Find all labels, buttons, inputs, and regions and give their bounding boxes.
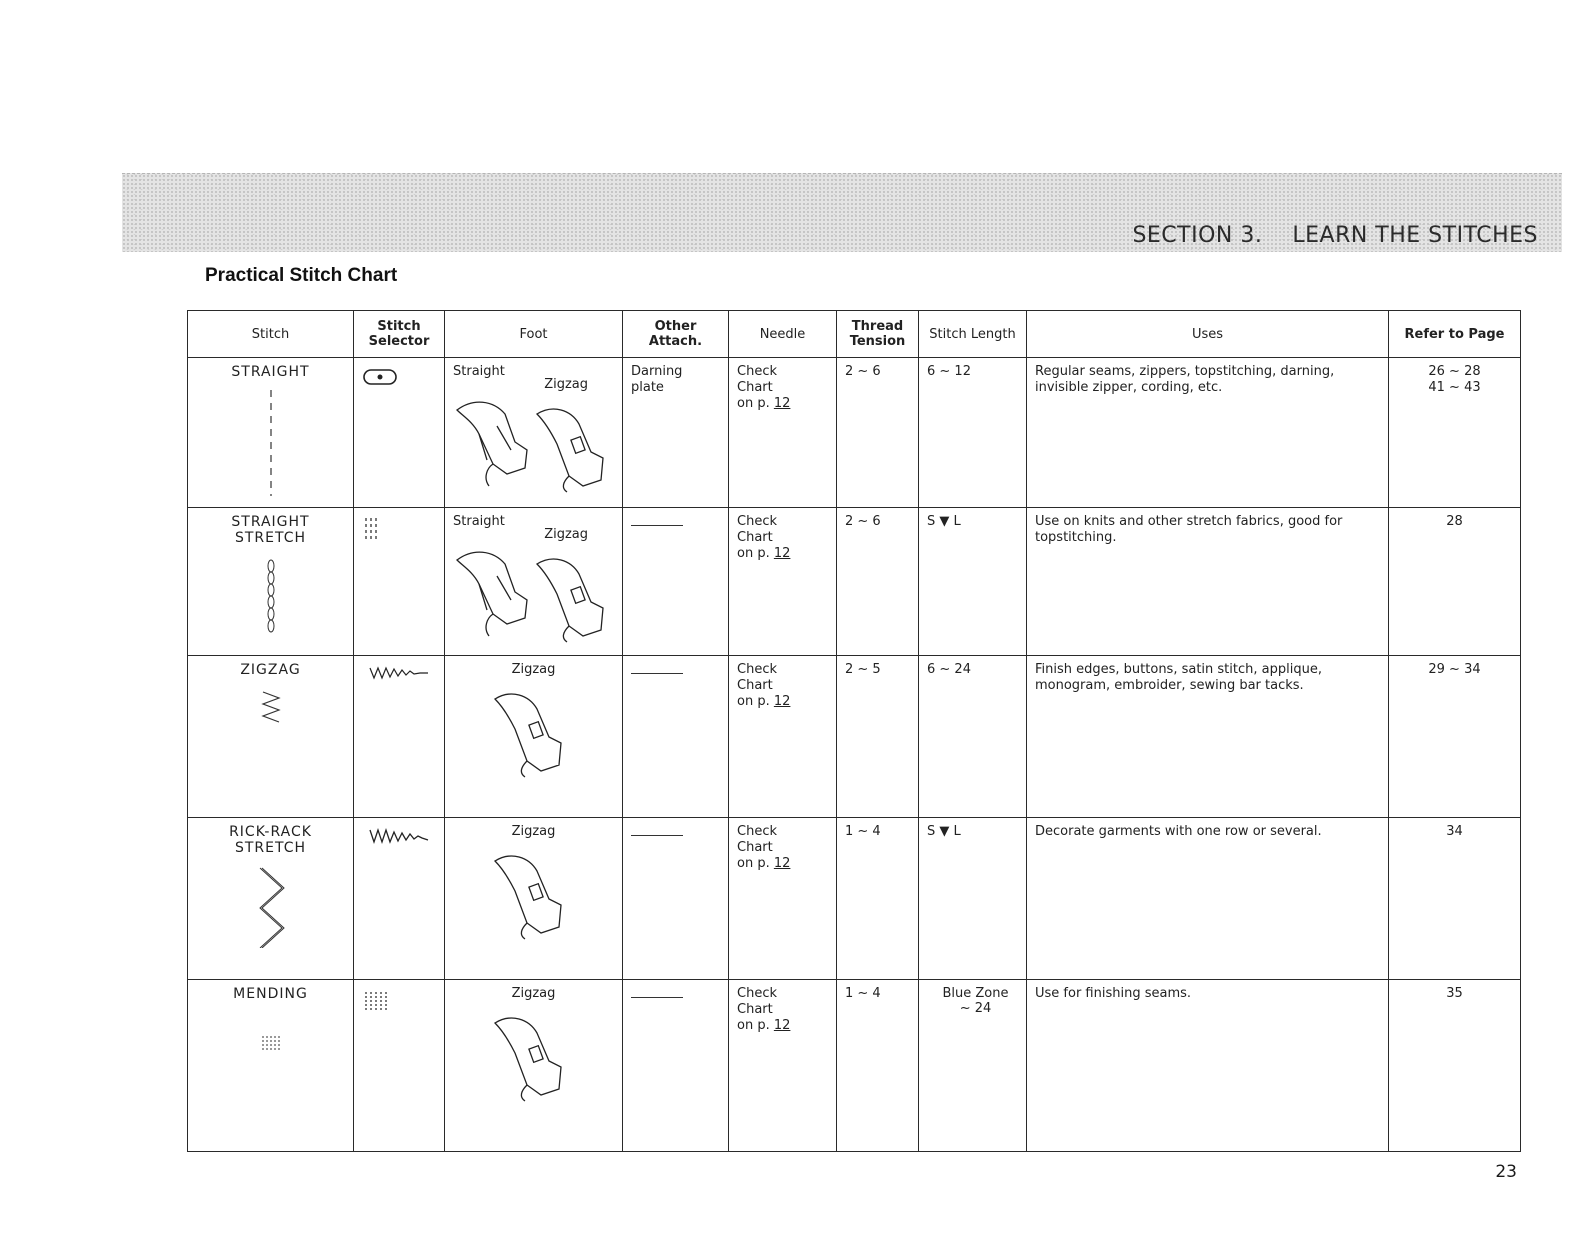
foot-cell <box>445 507 623 655</box>
stitch-length-cell: 6 ~ 24 <box>919 655 1027 817</box>
selector-cell <box>354 358 445 508</box>
stitch-cell <box>188 507 354 655</box>
thread-tension-cell: 1 ~ 4 <box>837 979 919 1151</box>
page-ref: 34 <box>1446 823 1463 839</box>
col-header-stitch: Stitch <box>188 311 354 358</box>
empty-dash <box>631 673 683 674</box>
page-number: 23 <box>1495 1162 1517 1182</box>
chart-title: Practical Stitch Chart <box>205 265 398 286</box>
needle-text: on p. <box>737 545 770 561</box>
stitch-length-cell: S ▼ L <box>919 817 1027 979</box>
needle-text: Check <box>737 513 777 529</box>
needle-text: Check <box>737 985 777 1001</box>
col-header-foot: Foot <box>445 311 623 358</box>
foot-cell <box>445 358 623 508</box>
zigzag-foot-icon <box>489 679 579 779</box>
col-header-needle: Needle <box>729 311 837 358</box>
needle-text: Check <box>737 661 777 677</box>
selector-cell <box>354 507 445 655</box>
straight-stretch-selector-icon <box>362 514 436 544</box>
uses-cell: Use for finishing seams. <box>1027 979 1389 1151</box>
other-attach-cell <box>623 507 729 655</box>
needle-text: on p. <box>737 1017 770 1033</box>
needle-cell <box>729 655 837 817</box>
needle-page-ref: 12 <box>773 396 791 411</box>
needle-text: Chart <box>737 529 773 545</box>
zigzag-foot-icon <box>489 841 579 941</box>
foot-label: Straight <box>453 364 505 379</box>
stitch-cell <box>188 358 354 508</box>
needle-page-ref: 12 <box>773 1017 791 1033</box>
presser-foot-pair-icon <box>453 544 613 644</box>
needle-text: on p. <box>737 855 770 871</box>
foot-label: Zigzag <box>544 526 588 542</box>
col-header-page: Refer to Page <box>1389 311 1521 358</box>
zigzag-selector-icon <box>368 662 436 684</box>
page-ref-cell <box>1389 507 1521 655</box>
table-row <box>188 507 1521 655</box>
zigzag-pattern-icon <box>196 686 345 726</box>
straight-stretch-pattern-icon <box>196 554 345 634</box>
needle-text: Chart <box>737 677 773 693</box>
stitch-name: STRAIGHT <box>231 513 310 530</box>
thread-tension-cell: 2 ~ 5 <box>837 655 919 817</box>
selector-cell <box>354 655 445 817</box>
other-attach-cell <box>623 979 729 1151</box>
empty-dash <box>631 997 683 998</box>
page-ref: 28 <box>1446 513 1463 529</box>
thread-tension-cell: 2 ~ 6 <box>837 358 919 508</box>
foot-label: Zigzag <box>544 377 588 392</box>
needle-text: Chart <box>737 380 773 395</box>
empty-dash <box>631 835 683 836</box>
other-attach-cell <box>623 655 729 817</box>
rick-rack-selector-icon <box>368 824 436 850</box>
stitch-name: MENDING <box>233 985 308 1002</box>
page-ref-cell <box>1389 817 1521 979</box>
col-header-length: Stitch Length <box>919 311 1027 358</box>
other-attach-cell <box>623 358 729 508</box>
straight-selector-icon <box>362 364 436 390</box>
section-title <box>1132 223 1538 248</box>
table-row <box>188 358 1521 508</box>
needle-page-ref: 12 <box>773 693 791 709</box>
selector-cell <box>354 817 445 979</box>
needle-text: Check <box>737 364 777 379</box>
needle-text: Check <box>737 823 777 839</box>
foot-cell <box>445 655 623 817</box>
stitch-name: STRAIGHT <box>231 364 310 380</box>
stitch-name: ZIGZAG <box>240 661 301 678</box>
foot-cell <box>445 979 623 1151</box>
stitch-name: RICK-RACK <box>229 823 312 840</box>
section-name: LEARN THE STITCHES <box>1292 223 1538 248</box>
needle-text: on p. <box>737 396 770 411</box>
page-ref: 26 ~ 28 <box>1428 364 1481 379</box>
table-row <box>188 817 1521 979</box>
foot-label: Zigzag <box>511 823 556 839</box>
foot-label: Straight <box>453 513 505 529</box>
section-number: SECTION 3. <box>1132 223 1263 248</box>
foot-label: Zigzag <box>511 661 556 677</box>
section-header-band <box>122 173 1562 252</box>
stitch-name: STRETCH <box>234 529 307 546</box>
thread-tension-cell: 1 ~ 4 <box>837 817 919 979</box>
page-ref: 41 ~ 43 <box>1428 380 1481 395</box>
col-header-selector: Stitch Selector <box>354 311 445 358</box>
needle-text: on p. <box>737 693 770 709</box>
needle-text: Chart <box>737 1001 773 1017</box>
page-ref-cell <box>1389 655 1521 817</box>
straight-pattern-icon <box>196 388 345 498</box>
zigzag-foot-icon <box>489 1003 579 1103</box>
uses-cell: Regular seams, zippers, topstitching, darning, invisible zipper, cording, etc. <box>1027 358 1389 508</box>
stitch-name: STRETCH <box>234 839 307 856</box>
col-header-thread: Thread Tension <box>837 311 919 358</box>
mending-pattern-icon <box>196 1032 345 1056</box>
other-attach-cell <box>623 817 729 979</box>
uses-cell: Decorate garments with one row or several. <box>1027 817 1389 979</box>
stitch-cell <box>188 817 354 979</box>
stitch-length-cell <box>919 979 1027 1151</box>
needle-cell <box>729 358 837 508</box>
page-ref-cell <box>1389 979 1521 1151</box>
page-ref: 35 <box>1446 985 1463 1001</box>
uses-cell: Use on knits and other stretch fabrics, good for topstitching. <box>1027 507 1389 655</box>
selector-cell <box>354 979 445 1151</box>
needle-page-ref: 12 <box>773 545 791 561</box>
presser-foot-pair-icon <box>453 394 613 494</box>
table-row <box>188 655 1521 817</box>
page-ref-cell <box>1389 358 1521 508</box>
table-header-row <box>188 311 1521 358</box>
thread-tension-cell: 2 ~ 6 <box>837 507 919 655</box>
stitch-chart-table <box>187 310 1521 1152</box>
foot-label: Zigzag <box>511 985 556 1001</box>
needle-text: Chart <box>737 839 773 855</box>
rick-rack-pattern-icon <box>196 864 345 948</box>
stitch-cell <box>188 979 354 1151</box>
col-header-uses: Uses <box>1027 311 1389 358</box>
mending-selector-icon <box>362 986 436 1016</box>
stitch-length-cell: S ▼ L <box>919 507 1027 655</box>
needle-cell <box>729 817 837 979</box>
stitch-cell <box>188 655 354 817</box>
table-row <box>188 979 1521 1151</box>
col-header-other: Other Attach. <box>623 311 729 358</box>
page-ref: 29 ~ 34 <box>1428 661 1481 677</box>
foot-cell <box>445 817 623 979</box>
stitch-length-text: Blue Zone ~ 24 <box>942 985 1009 1016</box>
uses-cell: Finish edges, buttons, satin stitch, applique, monogram, embroider, sewing bar tacks. <box>1027 655 1389 817</box>
stitch-length-cell: 6 ~ 12 <box>919 358 1027 508</box>
needle-cell <box>729 507 837 655</box>
needle-cell <box>729 979 837 1151</box>
other-attach-text: Darning plate <box>631 364 683 395</box>
needle-page-ref: 12 <box>773 855 791 871</box>
empty-dash <box>631 525 683 526</box>
